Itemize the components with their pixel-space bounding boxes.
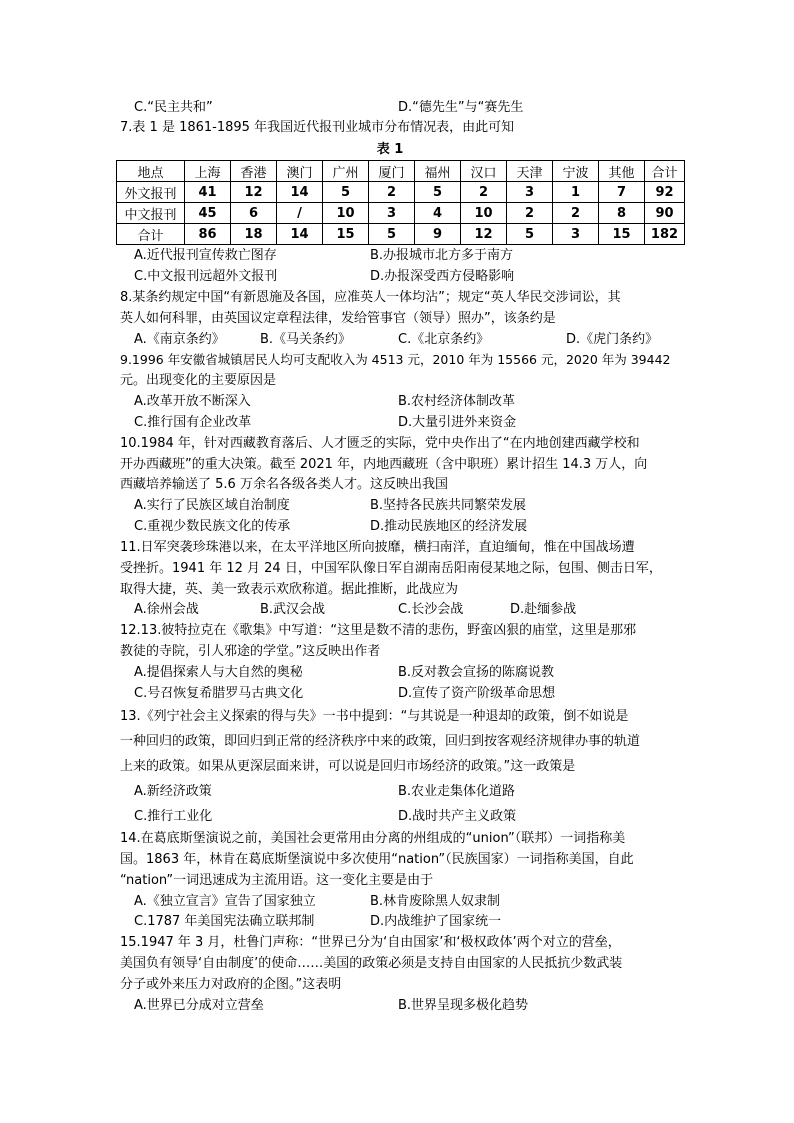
table-cell: 4	[415, 203, 461, 224]
q10-stem-line2: 开办西藏班”的重大决策。截至 2021 年，内地西藏班（含中职班）累计招生 14.3 万人，向	[120, 457, 648, 472]
q9-option-c: C.推行国有企业改革	[134, 415, 252, 430]
table-cell: 92	[645, 182, 685, 203]
table-cell: 3	[507, 182, 553, 203]
q15-option-a: A.世界已分成对立营垒	[134, 998, 264, 1013]
table-cell: 15	[599, 224, 645, 245]
table-header-cell: 上海	[185, 161, 231, 182]
q10-option-b: B.坚持各民族共同繁荣发展	[370, 498, 527, 513]
table-cell: 6	[231, 203, 277, 224]
table-cell: 14	[277, 182, 323, 203]
q12-option-a: A.提倡探索人与大自然的奥秘	[134, 665, 303, 680]
table-header-cell: 合计	[645, 161, 685, 182]
q14-option-d: D.内战维护了国家统一	[370, 914, 502, 929]
table-cell: 2	[461, 182, 507, 203]
q14-option-b: B.林肯废除黑人奴隶制	[370, 894, 501, 909]
table-cell: 12	[231, 182, 277, 203]
q7-option-a: A.近代报刊宣传救亡图存	[134, 248, 277, 263]
table-cell: 18	[231, 224, 277, 245]
table-header-cell: 广州	[323, 161, 369, 182]
table-cell: 2	[507, 203, 553, 224]
q12-stem-line1: 12.13.彼特拉克在《歌集》中写道：“这里是数不清的悲伤，野蛮凶狠的庙堂，这里是那邪	[120, 623, 637, 638]
table-cell: 182	[645, 224, 685, 245]
q13-option-d: D.战时共产主义政策	[398, 809, 517, 824]
table-header-cell: 宁波	[553, 161, 599, 182]
table-header-cell: 厦门	[369, 161, 415, 182]
table-cell: 8	[599, 203, 645, 224]
q13-stem-line2: 一种回归的政策，即回归到正常的经济秩序中来的政策，回归到按客观经济规律办事的轨道	[120, 734, 641, 749]
table-cell: 2	[369, 182, 415, 203]
q12-stem-line2: 教徒的寺院，引人邪途的学堂。”这反映出作者	[120, 644, 381, 659]
table-header-cell: 汉口	[461, 161, 507, 182]
q9-option-b: B.农村经济体制改革	[398, 394, 516, 409]
q14-option-c: C.1787 年美国宪法确立联邦制	[134, 914, 315, 929]
table-header-cell: 地点	[117, 161, 185, 182]
table-cell: 14	[277, 224, 323, 245]
table-cell: 86	[185, 224, 231, 245]
q7-option-c: C.中文报刊远超外文报刊	[134, 269, 278, 284]
q13-stem-line3: 上来的政策。如果从更深层面来讲，可以说是回归市场经济的政策。”这一政策是	[120, 759, 576, 774]
newspaper-distribution-table	[116, 160, 685, 245]
q9-option-d: D.大量引进外来资金	[398, 415, 517, 430]
table-header-cell: 香港	[231, 161, 277, 182]
q14-stem-line1: 14.在葛底斯堡演说之前，美国社会更常用由分离的州组成的“union”（联邦）一词指称美	[120, 831, 626, 846]
table-cell: 5	[415, 182, 461, 203]
table-cell: /	[277, 203, 323, 224]
table-header-cell: 天津	[507, 161, 553, 182]
q10-stem-line3: 西藏培养输送了 5.6 万余名各级各类人才。这反映出我国	[120, 477, 448, 492]
q8-option-d: D.《虎门条约》	[566, 332, 659, 347]
q14-stem-line3: “nation”一词迅速成为主流用语。这一变化主要是由于	[120, 873, 434, 888]
table-row-label: 外文报刊	[117, 182, 185, 203]
q11-stem-line2: 受挫折。1941 年 12 月 24 日，中国军队像日军自湖南岳阳南侵某地之际，包围、侧击日军，	[120, 561, 662, 576]
table-cell: 5	[369, 224, 415, 245]
table-row-label: 中文报刊	[117, 203, 185, 224]
q13-option-b: B.农业走集体化道路	[398, 784, 516, 799]
table-row	[117, 182, 685, 203]
q13-option-c: C.推行工业化	[134, 809, 213, 824]
table-header-cell: 澳门	[277, 161, 323, 182]
table-cell: 10	[461, 203, 507, 224]
q12-option-b: B.反对教会宣扬的陈腐说教	[398, 665, 555, 680]
q13-option-a: A.新经济政策	[134, 784, 212, 799]
table-row	[117, 203, 685, 224]
table-header-cell: 福州	[415, 161, 461, 182]
q9-stem-line2: 元。出现变化的主要原因是	[120, 373, 277, 388]
table-cell: 3	[369, 203, 415, 224]
q11-option-c: C.长沙会战	[398, 602, 464, 617]
table-cell: 5	[323, 182, 369, 203]
table-row	[117, 224, 685, 245]
table-cell: 90	[645, 203, 685, 224]
q15-option-b: B.世界呈现多极化趋势	[398, 998, 529, 1013]
table-cell: 2	[553, 203, 599, 224]
q11-option-a: A.徐州会战	[134, 602, 199, 617]
q10-option-d: D.推动民族地区的经济发展	[370, 519, 528, 534]
q6-option-c: C.“民主共和”	[134, 100, 213, 115]
table-caption: 表 1	[376, 142, 404, 157]
table-row-label: 合计	[117, 224, 185, 245]
q7-stem: 7.表 1 是 1861-1895 年我国近代报刊业城市分布情况表，由此可知	[120, 120, 515, 135]
q8-stem-line1: 8.某条约规定中国“有新恩施及各国，应准英人一体均沾”；规定“英人华民交涉词讼，其	[120, 290, 621, 305]
q9-option-a: A.改革开放不断深入	[134, 394, 251, 409]
q11-stem-line3: 取得大捷，英、美一致表示欢欣称道。据此推断，此战应为	[120, 582, 459, 597]
table-cell: 9	[415, 224, 461, 245]
table-cell: 7	[599, 182, 645, 203]
q12-option-d: D.宣传了资产阶级革命思想	[398, 686, 556, 701]
q11-option-d: D.赴缅参战	[510, 602, 577, 617]
q11-option-b: B.武汉会战	[260, 602, 326, 617]
q6-option-d: D.“德先生”与“赛先生	[398, 100, 524, 115]
q7-option-d: D.办报深受西方侵略影响	[370, 269, 515, 284]
q10-stem-line1: 10.1984 年，针对西藏教育落后、人才匮乏的实际，党中央作出了“在内地创建西藏学校和	[120, 436, 640, 451]
q15-stem-line2: 美国负有领导‘自由制度’的使命……美国的政策必须是支持自由国家的人民抵抗少数武装	[120, 956, 623, 971]
q15-stem-line1: 15.1947 年 3 月，杜鲁门声称：“世界已分为‘自由国家’和‘极权政体’两个对立的营垒，	[120, 935, 621, 950]
table-cell: 45	[185, 203, 231, 224]
table-cell: 5	[507, 224, 553, 245]
q8-option-a: A.《南京条约》	[134, 332, 225, 347]
table-cell: 1	[553, 182, 599, 203]
q7-option-b: B.办报城市北方多于南方	[370, 248, 514, 263]
q15-stem-line3: 分子或外来压力对政府的企图。”这表明	[120, 977, 342, 992]
table-header-row	[117, 161, 685, 182]
q14-option-a: A.《独立宣言》宣告了国家独立	[134, 894, 316, 909]
q8-stem-line2: 英人如何科罪，由英国议定章程法律，发给管事官（领导）照办”，该条约是	[120, 311, 556, 326]
q8-option-b: B.《马关条约》	[260, 332, 352, 347]
q10-option-c: C.重视少数民族文化的传承	[134, 519, 291, 534]
table-cell: 41	[185, 182, 231, 203]
table-cell: 12	[461, 224, 507, 245]
q11-stem-line1: 11.日军突袭珍珠港以来，在太平洋地区所向披靡，横扫南洋，直迫缅甸，惟在中国战场遭	[120, 540, 635, 555]
q13-stem-line1: 13.《列宁社会主义探索的得与失》一书中提到：“与其说是一种退却的政策，倒不如说是	[120, 709, 629, 724]
table-cell: 3	[553, 224, 599, 245]
q8-option-c: C.《北京条约》	[398, 332, 490, 347]
table-cell: 15	[323, 224, 369, 245]
q9-stem-line1: 9.1996 年安徽省城镇居民人均可支配收入为 4513 元，2010 年为 15566 元，2020 年为 39442	[120, 352, 671, 367]
table-cell: 10	[323, 203, 369, 224]
table-header-cell: 其他	[599, 161, 645, 182]
q10-option-a: A.实行了民族区域自治制度	[134, 498, 290, 513]
q12-option-c: C.号召恢复希腊罗马古典文化	[134, 686, 304, 701]
q14-stem-line2: 国。1863 年，林肯在葛底斯堡演说中多次使用“nation”（民族国家）一词指称美国，自此	[120, 852, 634, 867]
